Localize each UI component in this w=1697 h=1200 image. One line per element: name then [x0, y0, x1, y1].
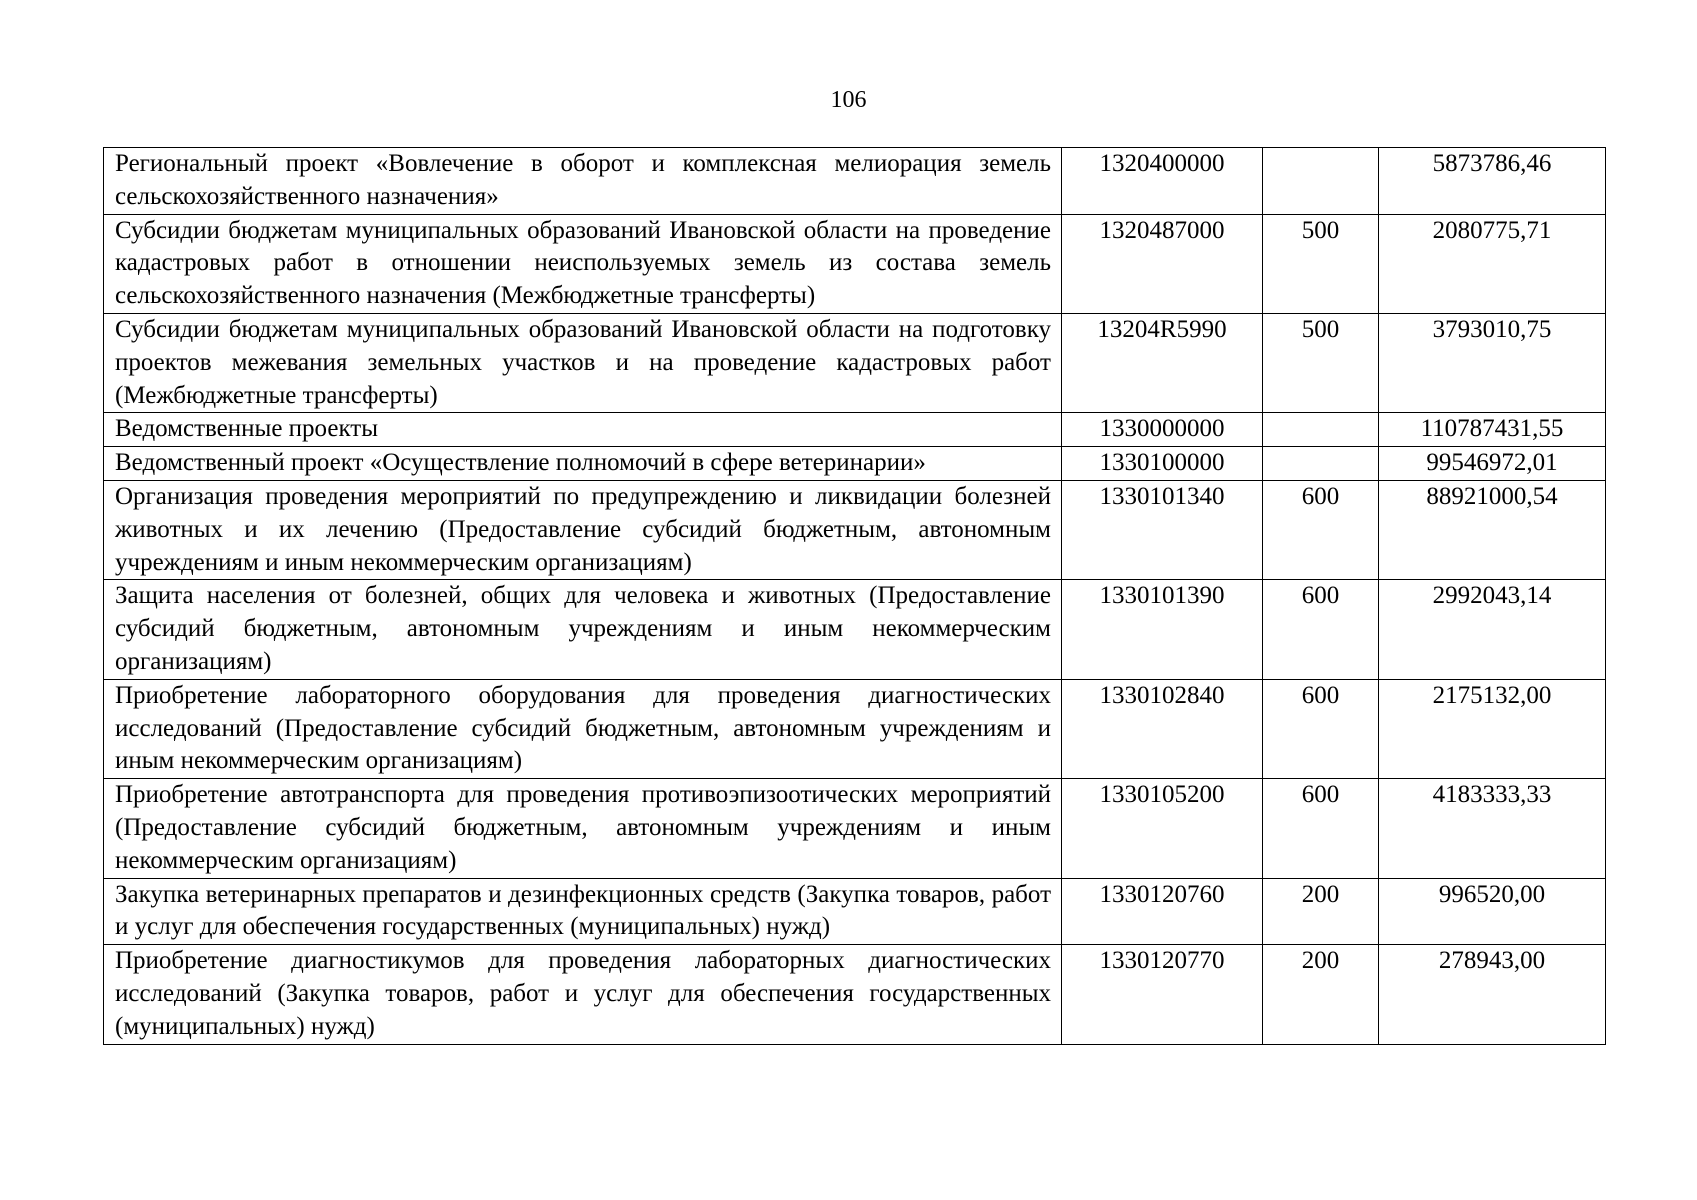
row-name: Организация проведения мероприятий по предупреждению и ликвидации болезней животных и их лечению (Предоставление субсидий бюджетным, автономным учреждениям и иным некоммерческим организациям): [104, 480, 1062, 579]
row-name: Ведомственные проекты: [104, 413, 1062, 447]
row-name: Ведомственный проект «Осуществление полномочий в сфере ветеринарии»: [104, 447, 1062, 481]
table-row: [104, 580, 1606, 679]
row-amount: 2175132,00: [1379, 679, 1606, 778]
row-code: 1320400000: [1062, 148, 1263, 215]
row-expense-type: 600: [1263, 480, 1379, 579]
row-code: 1330120770: [1062, 945, 1263, 1044]
row-code: 1330101340: [1062, 480, 1263, 579]
budget-table-body: [104, 148, 1606, 1045]
row-name: Защита населения от болезней, общих для человека и животных (Предоставление субсидий бюджетным, автономным учреждениям и иным некоммерческим организациям): [104, 580, 1062, 679]
budget-table: [103, 147, 1606, 1045]
row-expense-type: 600: [1263, 580, 1379, 679]
table-row: [104, 313, 1606, 412]
row-amount: 2080775,71: [1379, 214, 1606, 313]
table-row: [104, 945, 1606, 1044]
row-code: 13204R5990: [1062, 313, 1263, 412]
row-code: 1320487000: [1062, 214, 1263, 313]
row-name: Субсидии бюджетам муниципальных образований Ивановской области на проведение кадастровых работ в отношении неиспользуемых земель из состава земель сельскохозяйственного назначения (Межбюджетные трансферты): [104, 214, 1062, 313]
row-amount: 110787431,55: [1379, 413, 1606, 447]
row-expense-type: [1263, 148, 1379, 215]
row-expense-type: 200: [1263, 945, 1379, 1044]
table-row: [104, 214, 1606, 313]
table-row: [104, 148, 1606, 215]
row-expense-type: 500: [1263, 214, 1379, 313]
row-amount: 4183333,33: [1379, 779, 1606, 878]
row-name: Приобретение лабораторного оборудования для проведения диагностических исследований (Предоставление субсидий бюджетным, автономным учреждениям и иным некоммерческим организациям): [104, 679, 1062, 778]
row-expense-type: 200: [1263, 878, 1379, 945]
row-expense-type: 600: [1263, 679, 1379, 778]
row-name: Приобретение автотранспорта для проведения противоэпизоотических мероприятий (Предоставление субсидий бюджетным, автономным учреждениям и иным некоммерческим организациям): [104, 779, 1062, 878]
row-expense-type: 600: [1263, 779, 1379, 878]
row-amount: 99546972,01: [1379, 447, 1606, 481]
row-code: 1330120760: [1062, 878, 1263, 945]
row-name: Субсидии бюджетам муниципальных образований Ивановской области на подготовку проектов межевания земельных участков и на проведение кадастровых работ (Межбюджетные трансферты): [104, 313, 1062, 412]
row-code: 1330100000: [1062, 447, 1263, 481]
table-row: [104, 779, 1606, 878]
row-expense-type: [1263, 413, 1379, 447]
row-amount: 3793010,75: [1379, 313, 1606, 412]
row-code: 1330102840: [1062, 679, 1263, 778]
row-expense-type: [1263, 447, 1379, 481]
row-code: 1330101390: [1062, 580, 1263, 679]
table-row: [104, 480, 1606, 579]
row-amount: 5873786,46: [1379, 148, 1606, 215]
row-amount: 2992043,14: [1379, 580, 1606, 679]
table-row: [104, 878, 1606, 945]
row-expense-type: 500: [1263, 313, 1379, 412]
table-row: [104, 413, 1606, 447]
row-name: Региональный проект «Вовлечение в оборот и комплексная мелиорация земель сельскохозяйственного назначения»: [104, 148, 1062, 215]
row-code: 1330105200: [1062, 779, 1263, 878]
row-name: Приобретение диагностикумов для проведения лабораторных диагностических исследований (Закупка товаров, работ и услуг для обеспечения государственных (муниципальных) нужд): [104, 945, 1062, 1044]
row-name: Закупка ветеринарных препаратов и дезинфекционных средств (Закупка товаров, работ и услуг для обеспечения государственных (муниципальных) нужд): [104, 878, 1062, 945]
table-row: [104, 679, 1606, 778]
row-amount: 278943,00: [1379, 945, 1606, 1044]
page-number: 106: [830, 87, 867, 113]
row-amount: 996520,00: [1379, 878, 1606, 945]
table-row: [104, 447, 1606, 481]
row-code: 1330000000: [1062, 413, 1263, 447]
row-amount: 88921000,54: [1379, 480, 1606, 579]
